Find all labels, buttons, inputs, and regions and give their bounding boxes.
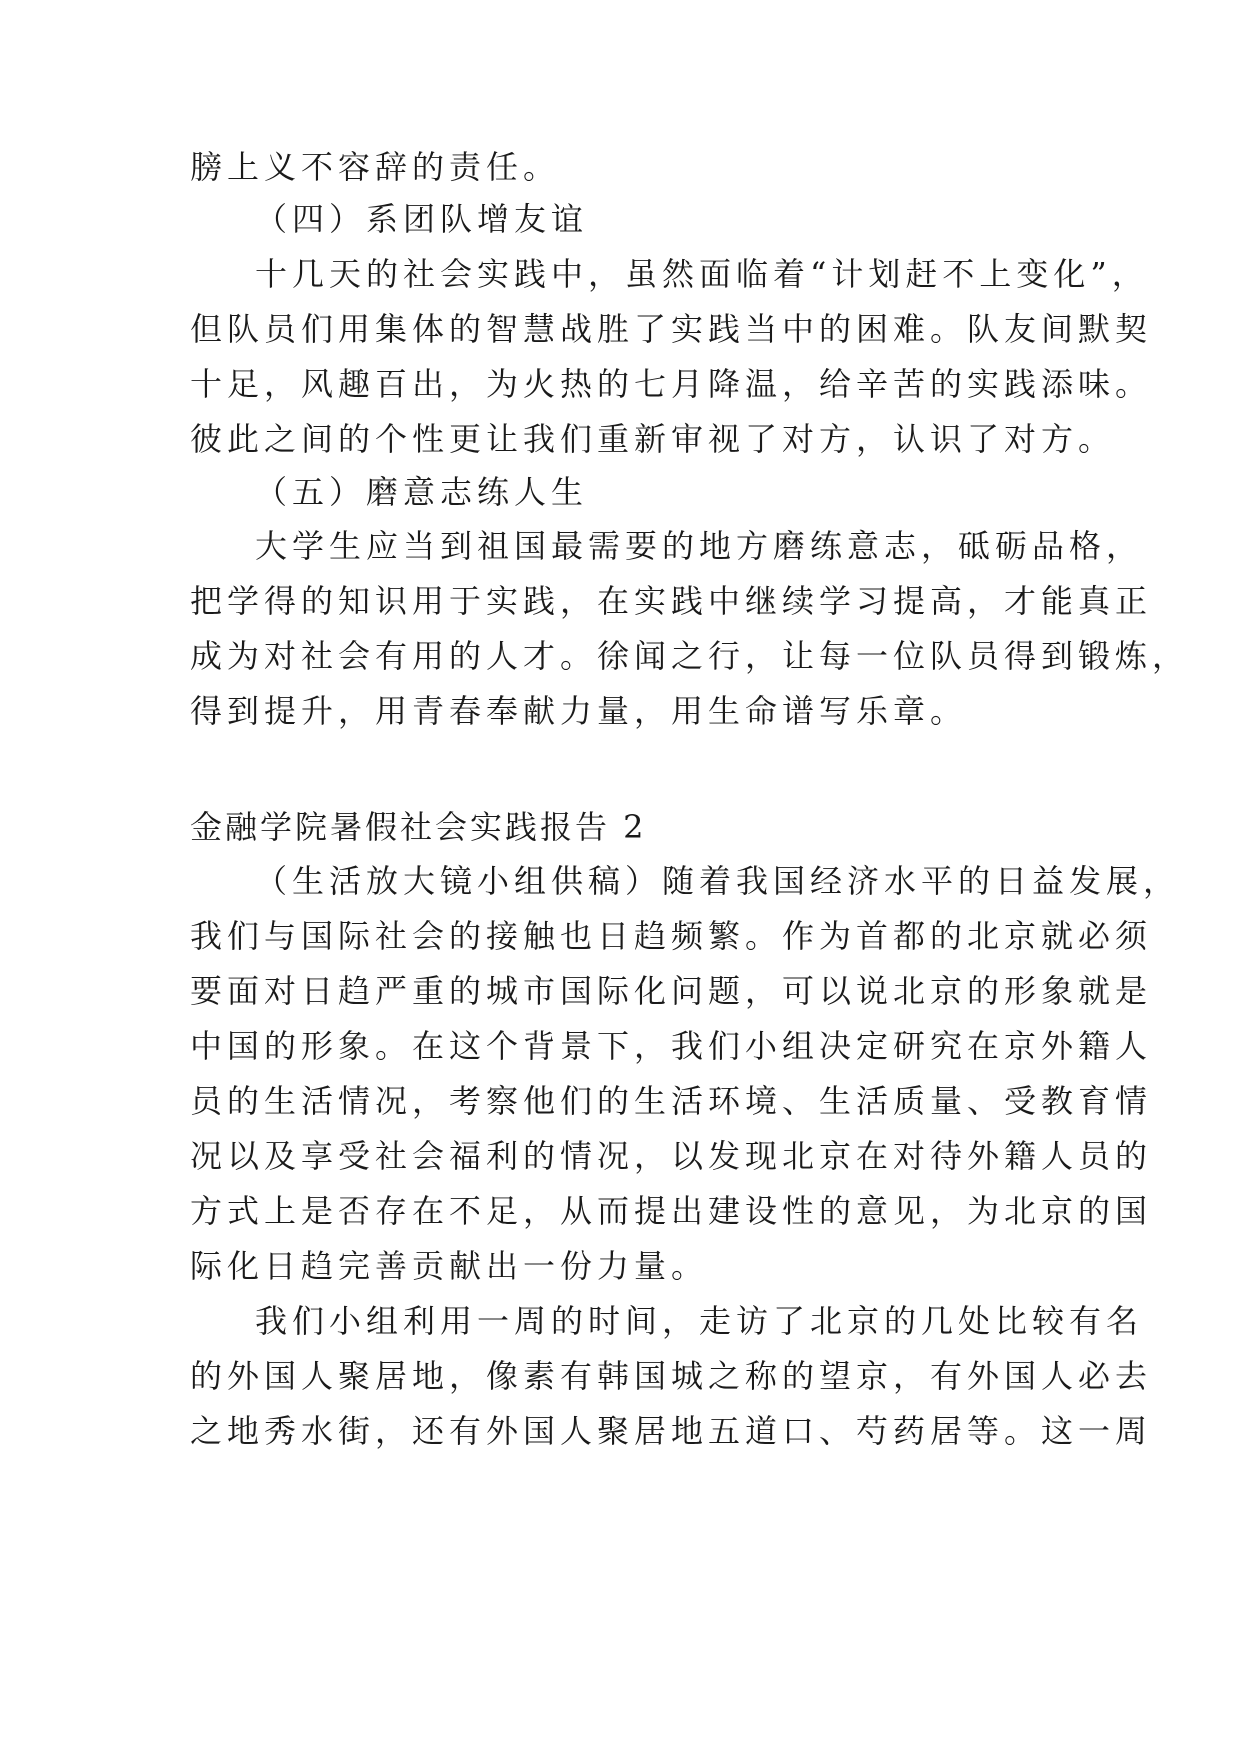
paragraph-line: 我们与国际社会的接触也日趋频繁。作为首都的北京就必须 (190, 917, 1153, 955)
paragraph-line: 膀上义不容辞的责任。 (190, 148, 561, 186)
report-title: 金融学院暑假社会实践报告 2 (190, 808, 647, 846)
paragraph-line: 得到提升，用青春奉献力量，用生命谱写乐章。 (190, 692, 968, 730)
paragraph-line: 员的生活情况，考察他们的生活环境、生活质量、受教育情 (190, 1082, 1153, 1120)
paragraph-line: 但队员们用集体的智慧战胜了实践当中的困难。队友间默契 (190, 310, 1153, 348)
paragraph-line: 方式上是否存在不足，从而提出建设性的意见，为北京的国 (190, 1192, 1153, 1230)
paragraph-line: 十足，风趣百出，为火热的七月降温，给辛苦的实践添味。 (190, 365, 1153, 403)
paragraph-line: （生活放大镜小组供稿）随着我国经济水平的日益发展， (255, 862, 1181, 900)
section-heading: （五）磨意志练人生 (255, 473, 589, 511)
paragraph-line: 彼此之间的个性更让我们重新审视了对方，认识了对方。 (190, 420, 1116, 458)
paragraph-line: 成为对社会有用的人才。徐闻之行，让每一位队员得到锻炼， (190, 637, 1190, 675)
paragraph-line: 要面对日趋严重的城市国际化问题，可以说北京的形象就是 (190, 972, 1153, 1010)
section-heading: （四）系团队增友谊 (255, 200, 589, 238)
paragraph-line: 大学生应当到祖国最需要的地方磨练意志，砥砺品格， (255, 527, 1144, 565)
paragraph-line: 中国的形象。在这个背景下，我们小组决定研究在京外籍人 (190, 1027, 1153, 1065)
paragraph-line: 况以及享受社会福利的情况，以发现北京在对待外籍人员的 (190, 1137, 1153, 1175)
paragraph-line: 际化日趋完善贡献出一份力量。 (190, 1247, 709, 1285)
paragraph-line: 的外国人聚居地，像素有韩国城之称的望京，有外国人必去 (190, 1357, 1153, 1395)
paragraph-line: 十几天的社会实践中，虽然面临着“计划赶不上变化”， (255, 255, 1149, 293)
paragraph-line: 之地秀水街，还有外国人聚居地五道口、芍药居等。这一周 (190, 1412, 1153, 1450)
paragraph-line: 把学得的知识用于实践，在实践中继续学习提高，才能真正 (190, 582, 1153, 620)
paragraph-line: 我们小组利用一周的时间，走访了北京的几处比较有名 (255, 1302, 1144, 1340)
